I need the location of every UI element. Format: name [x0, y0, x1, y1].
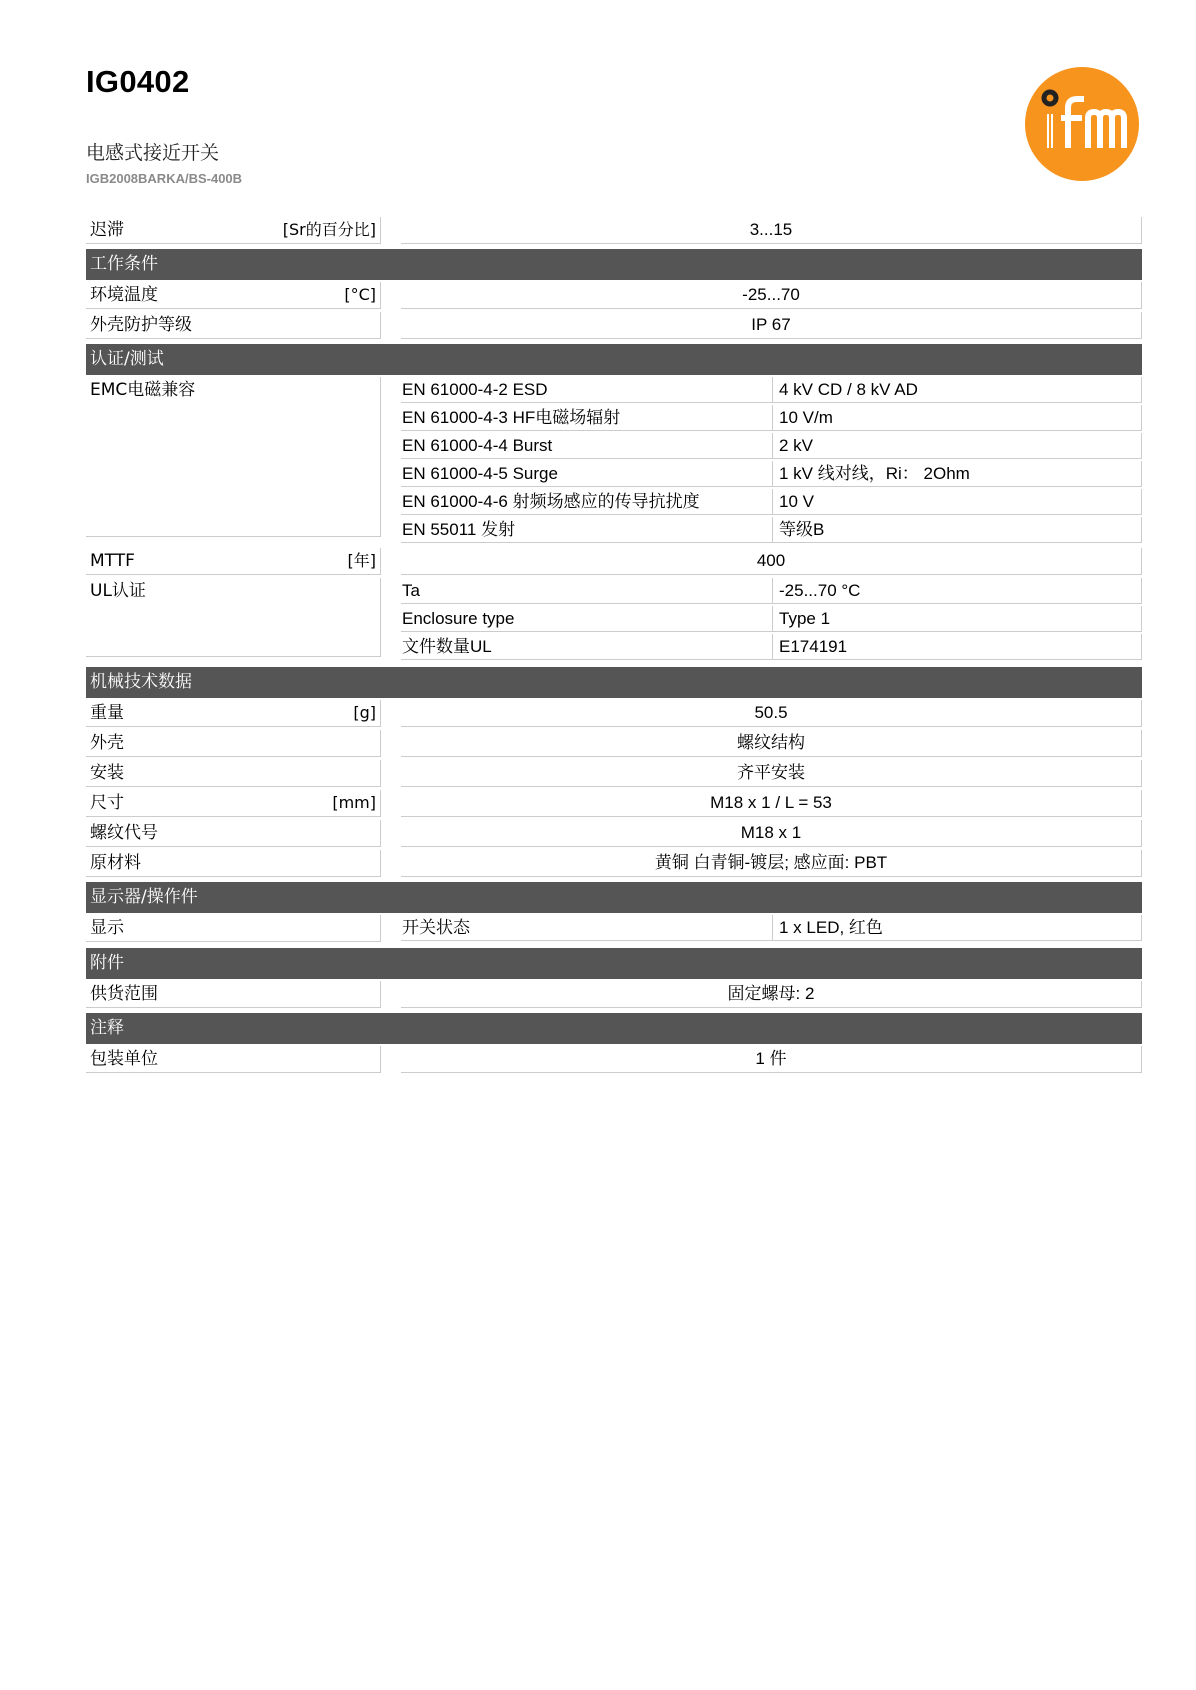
spec-label: 安装 — [90, 763, 124, 783]
spec-value: 400 — [401, 548, 1142, 575]
spec-subrow — [401, 578, 1142, 604]
spec-label: 重量 — [90, 703, 124, 723]
spec-subrow — [401, 606, 1142, 632]
spec-value: -25...70 — [401, 282, 1142, 309]
datasheet-table — [86, 217, 1142, 1076]
spec-row — [86, 548, 1142, 575]
spec-label-cell — [86, 981, 381, 1008]
section-header: 机械技术数据 — [86, 667, 1142, 698]
spec-unit: [年] — [347, 551, 376, 570]
ifm-logo — [1024, 66, 1140, 182]
spec-row — [86, 730, 1142, 757]
spec-row — [86, 850, 1142, 877]
spec-label-cell — [86, 820, 381, 847]
spec-sections — [86, 249, 1142, 1073]
spec-subtable — [401, 377, 1142, 545]
spec-value: 齐平安装 — [401, 760, 1142, 787]
spec-label-cell — [86, 790, 381, 817]
spec-subrow — [401, 489, 1142, 515]
spec-sub-key: 开关状态 — [401, 915, 773, 941]
section-header: 附件 — [86, 948, 1142, 979]
spec-label-cell — [86, 217, 381, 244]
spec-unit: [°C] — [344, 285, 376, 304]
spec-sub-key: EN 61000-4-6 射频场感应的传导抗扰度 — [401, 489, 773, 515]
spec-value: M18 x 1 — [401, 820, 1142, 847]
spec-subrow — [401, 461, 1142, 487]
spec-sub-key: EN 55011 发射 — [401, 517, 773, 543]
spec-sub-value: -25...70 °C — [773, 578, 1142, 604]
spec-label-cell — [86, 760, 381, 787]
spec-label-cell — [86, 1046, 381, 1073]
spec-value: 3...15 — [401, 217, 1142, 244]
spec-row — [86, 760, 1142, 787]
spec-subrow — [401, 634, 1142, 660]
spec-label-cell — [86, 850, 381, 877]
spec-value: 螺纹结构 — [401, 730, 1142, 757]
spec-label-cell — [86, 700, 381, 727]
spec-label: EMC电磁兼容 — [90, 380, 196, 400]
spec-label-cell — [86, 312, 381, 339]
spec-subrow — [401, 433, 1142, 459]
spec-row-hysteresis — [86, 217, 1142, 244]
spec-row — [86, 915, 1142, 943]
spec-row — [86, 312, 1142, 339]
spec-row — [86, 790, 1142, 817]
spec-label: MTTF — [90, 551, 135, 571]
spec-value: 1 件 — [401, 1046, 1142, 1073]
spec-sub-key: EN 61000-4-2 ESD — [401, 377, 773, 403]
spec-label-cell — [86, 578, 381, 657]
spec-row — [86, 282, 1142, 309]
spec-row — [86, 377, 1142, 545]
spec-row — [86, 578, 1142, 662]
product-subtitle: 电感式接近开关 — [86, 142, 220, 164]
spec-sub-value: E174191 — [773, 634, 1142, 660]
spec-label-cell — [86, 282, 381, 309]
spec-label: 外壳 — [90, 733, 124, 753]
spec-value: 黄铜 白青铜-镀层; 感应面: PBT — [401, 850, 1142, 877]
spec-row — [86, 981, 1142, 1008]
spec-label-cell — [86, 548, 381, 575]
spec-sub-key: EN 61000-4-3 HF电磁场辐射 — [401, 405, 773, 431]
spec-sub-key: Enclosure type — [401, 606, 773, 632]
spec-label: UL认证 — [90, 581, 146, 601]
spec-sub-key: 文件数量UL — [401, 634, 773, 660]
spec-sub-value: Type 1 — [773, 606, 1142, 632]
spec-subrow — [401, 915, 1142, 941]
spec-sub-key: EN 61000-4-5 Surge — [401, 461, 773, 487]
spec-unit: [Sr的百分比] — [282, 220, 376, 239]
spec-sub-value: 等级B — [773, 517, 1142, 543]
spec-row — [86, 700, 1142, 727]
spec-label: 包装单位 — [90, 1049, 158, 1069]
product-code: IGB2008BARKA/BS-400B — [86, 171, 243, 186]
spec-label: 显示 — [90, 918, 124, 938]
spec-label: 原材料 — [90, 853, 141, 873]
spec-sub-value: 10 V — [773, 489, 1142, 515]
section-header: 认证/测试 — [86, 344, 1142, 375]
spec-subrow — [401, 517, 1142, 543]
spec-sub-value: 4 kV CD / 8 kV AD — [773, 377, 1142, 403]
spec-subrow — [401, 377, 1142, 403]
spec-label: 环境温度 — [90, 285, 158, 305]
spec-sub-value: 10 V/m — [773, 405, 1142, 431]
spec-label: 尺寸 — [90, 793, 124, 813]
section-header: 显示器/操作件 — [86, 882, 1142, 913]
spec-row — [86, 820, 1142, 847]
spec-label-cell — [86, 915, 381, 942]
spec-value: IP 67 — [401, 312, 1142, 339]
section-header: 工作条件 — [86, 249, 1142, 280]
spec-label: 供货范围 — [90, 984, 158, 1004]
product-title: IG0402 — [86, 64, 190, 99]
spec-subtable — [401, 915, 1142, 943]
spec-value: M18 x 1 / L = 53 — [401, 790, 1142, 817]
spec-unit: [mm] — [332, 793, 376, 812]
spec-sub-key: EN 61000-4-4 Burst — [401, 433, 773, 459]
spec-value: 固定螺母: 2 — [401, 981, 1142, 1008]
spec-sub-value: 2 kV — [773, 433, 1142, 459]
spec-sub-key: Ta — [401, 578, 773, 604]
spec-subtable — [401, 578, 1142, 662]
spec-row — [86, 1046, 1142, 1073]
spec-label: 迟滞 — [90, 220, 124, 240]
spec-label: 螺纹代号 — [90, 823, 158, 843]
spec-sub-value: 1 x LED, 红色 — [773, 915, 1142, 941]
spec-label: 外壳防护等级 — [90, 315, 192, 335]
spec-sub-value: 1 kV 线对线，Ri： 2Ohm — [773, 461, 1142, 487]
spec-label-cell — [86, 377, 381, 537]
spec-unit: [g] — [353, 703, 376, 722]
section-header: 注释 — [86, 1013, 1142, 1044]
spec-value: 50.5 — [401, 700, 1142, 727]
spec-subrow — [401, 405, 1142, 431]
spec-label-cell — [86, 730, 381, 757]
